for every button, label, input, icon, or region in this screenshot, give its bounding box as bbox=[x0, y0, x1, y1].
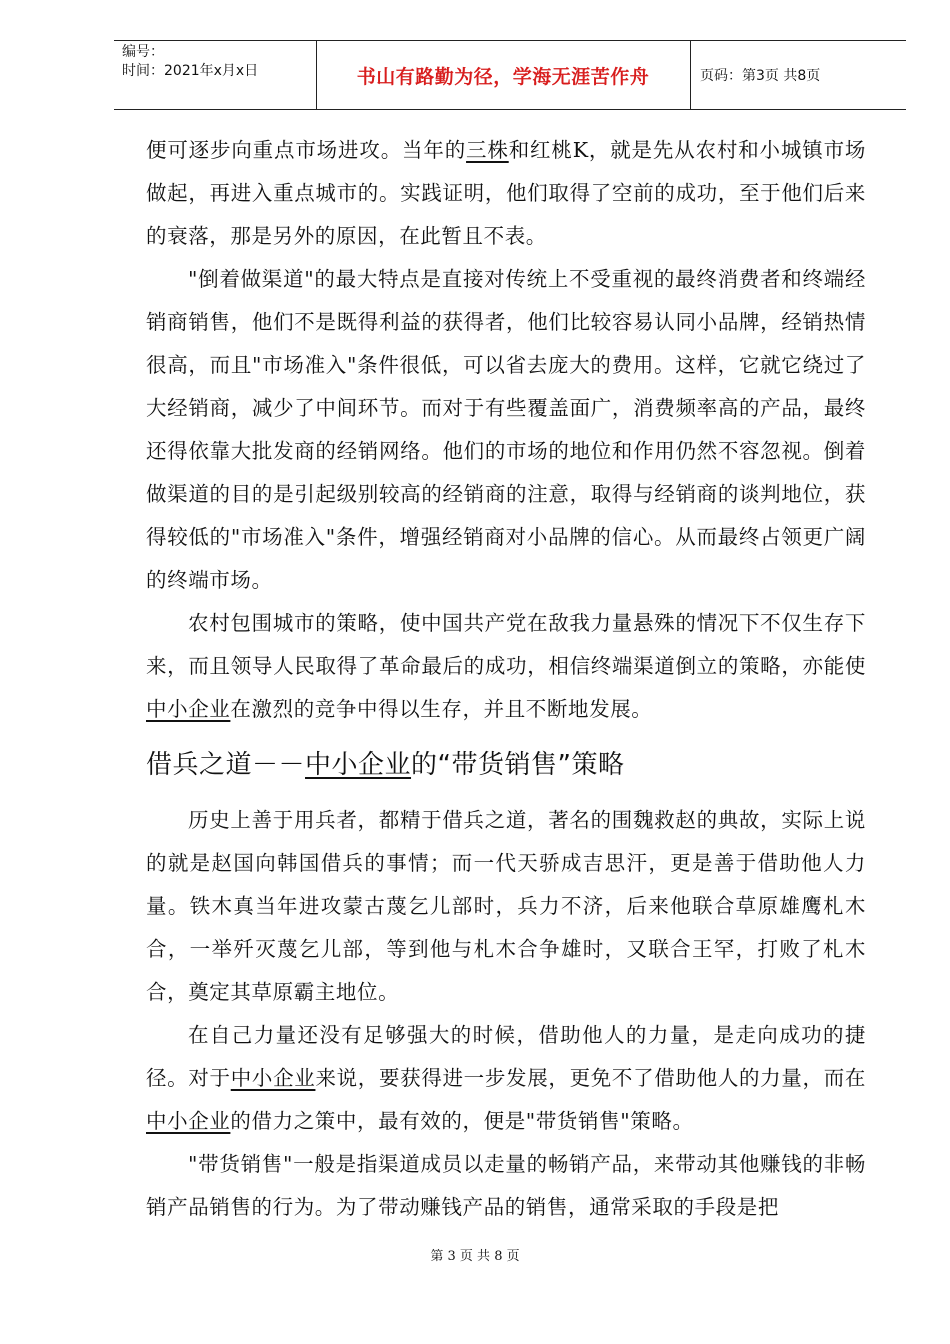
time-label: 时间：2021年x月x日 bbox=[122, 63, 259, 79]
text-run: 便可逐步向重点市场进攻。当年的 bbox=[146, 138, 467, 162]
page-footer: 第 3 页 共 8 页 bbox=[430, 1249, 520, 1264]
paragraph bbox=[146, 1143, 866, 1229]
paragraph bbox=[146, 799, 866, 1014]
section-two bbox=[146, 799, 866, 1229]
underlined-term: 中小企业 bbox=[146, 697, 231, 721]
header-meta-cell bbox=[114, 41, 316, 109]
text-run: 历史上善于用兵者，都精于借兵之道，著名的围魏救赵的典故，实际上说的就是赵国向韩国借兵的事情；而一代天骄成吉思汗，更是善于借助他人力量。铁木真当年进攻蒙古蔑乞儿部时，兵力不济，后来他联合草原雄鹰札木合，一举歼灭蔑乞儿部，等到他与札木合争雄时，又联合王罕，打败了札木合，奠定其草原霸主地位。 bbox=[146, 808, 866, 1004]
section-one bbox=[146, 129, 866, 731]
underlined-term: 中小企业 bbox=[305, 750, 412, 780]
text-run: 农村包围城市的策略，使中国共产党在敌我力量悬殊的情况下不仅生存下来，而且领导人民取得了革命最后的成功，相信终端渠道倒立的策略，亦能使 bbox=[146, 611, 866, 678]
text-run: 来说，要获得进一步发展，更免不了借助他人的力量，而在 bbox=[315, 1066, 866, 1090]
paragraph bbox=[146, 129, 866, 258]
paragraph bbox=[146, 602, 866, 731]
section-heading bbox=[146, 747, 866, 783]
text-run: 借兵之道－－ bbox=[146, 750, 306, 780]
text-run: 的借力之策中，最有效的，便是"带货销售"策略。 bbox=[230, 1109, 694, 1133]
underlined-term: 中小企业 bbox=[230, 1066, 316, 1090]
document-body bbox=[146, 129, 866, 1229]
number-label: 编号： bbox=[122, 44, 164, 60]
header-table bbox=[114, 40, 906, 110]
paragraph bbox=[146, 258, 866, 602]
text-run: 的“带货销售”策略 bbox=[411, 750, 625, 780]
text-run: "倒着做渠道"的最大特点是直接对传统上不受重视的最终消费者和终端经销商销售，他们不是既得利益的获得者，他们比较容易认同小品牌，经销热情很高，而且"市场准入"条件很低，可以省去庞大的费用。这样，它就它绕过了大经销商，减少了中间环节。而对于有些覆盖面广，消费频率高的产品，最终还得依靠大批发商的经销网络。他们的市场的地位和作用仍然不容忽视。倒着做渠道的目的是引起级别较高的经销商的注意，取得与经销商的谈判地位，获得较低的"市场准入"条件，增强经销商对小品牌的信心。从而最终占领更广阔的终端市场。 bbox=[146, 267, 866, 592]
underlined-term: 三株 bbox=[466, 138, 509, 162]
header-page-label: 页码：第3页 共8页 bbox=[700, 68, 821, 84]
text-run: 在自己力量还没有足够强大的时候，借助他人的力量，是走向成功的捷径。对于 bbox=[146, 1023, 866, 1090]
paragraph bbox=[146, 1014, 866, 1143]
underlined-term: 中小企业 bbox=[146, 1109, 231, 1133]
text-run: "带货销售"一般是指渠道成员以走量的畅销产品，来带动其他赚钱的非畅销产品销售的行为。为了带动赚钱产品的销售，通常采取的手段是把 bbox=[146, 1152, 866, 1219]
text-run: 在激烈的竞争中得以生存，并且不断地发展。 bbox=[230, 697, 653, 721]
header-motto: 书山有路勤为径，学海无涯苦作舟 bbox=[356, 65, 650, 88]
text-run: 和红桃K，就是先从农村和小城镇市场做起，再进入重点城市的。实践证明，他们取得了空前的成功，至于他们后来的衰落，那是另外的原因，在此暂且不表。 bbox=[146, 138, 867, 248]
